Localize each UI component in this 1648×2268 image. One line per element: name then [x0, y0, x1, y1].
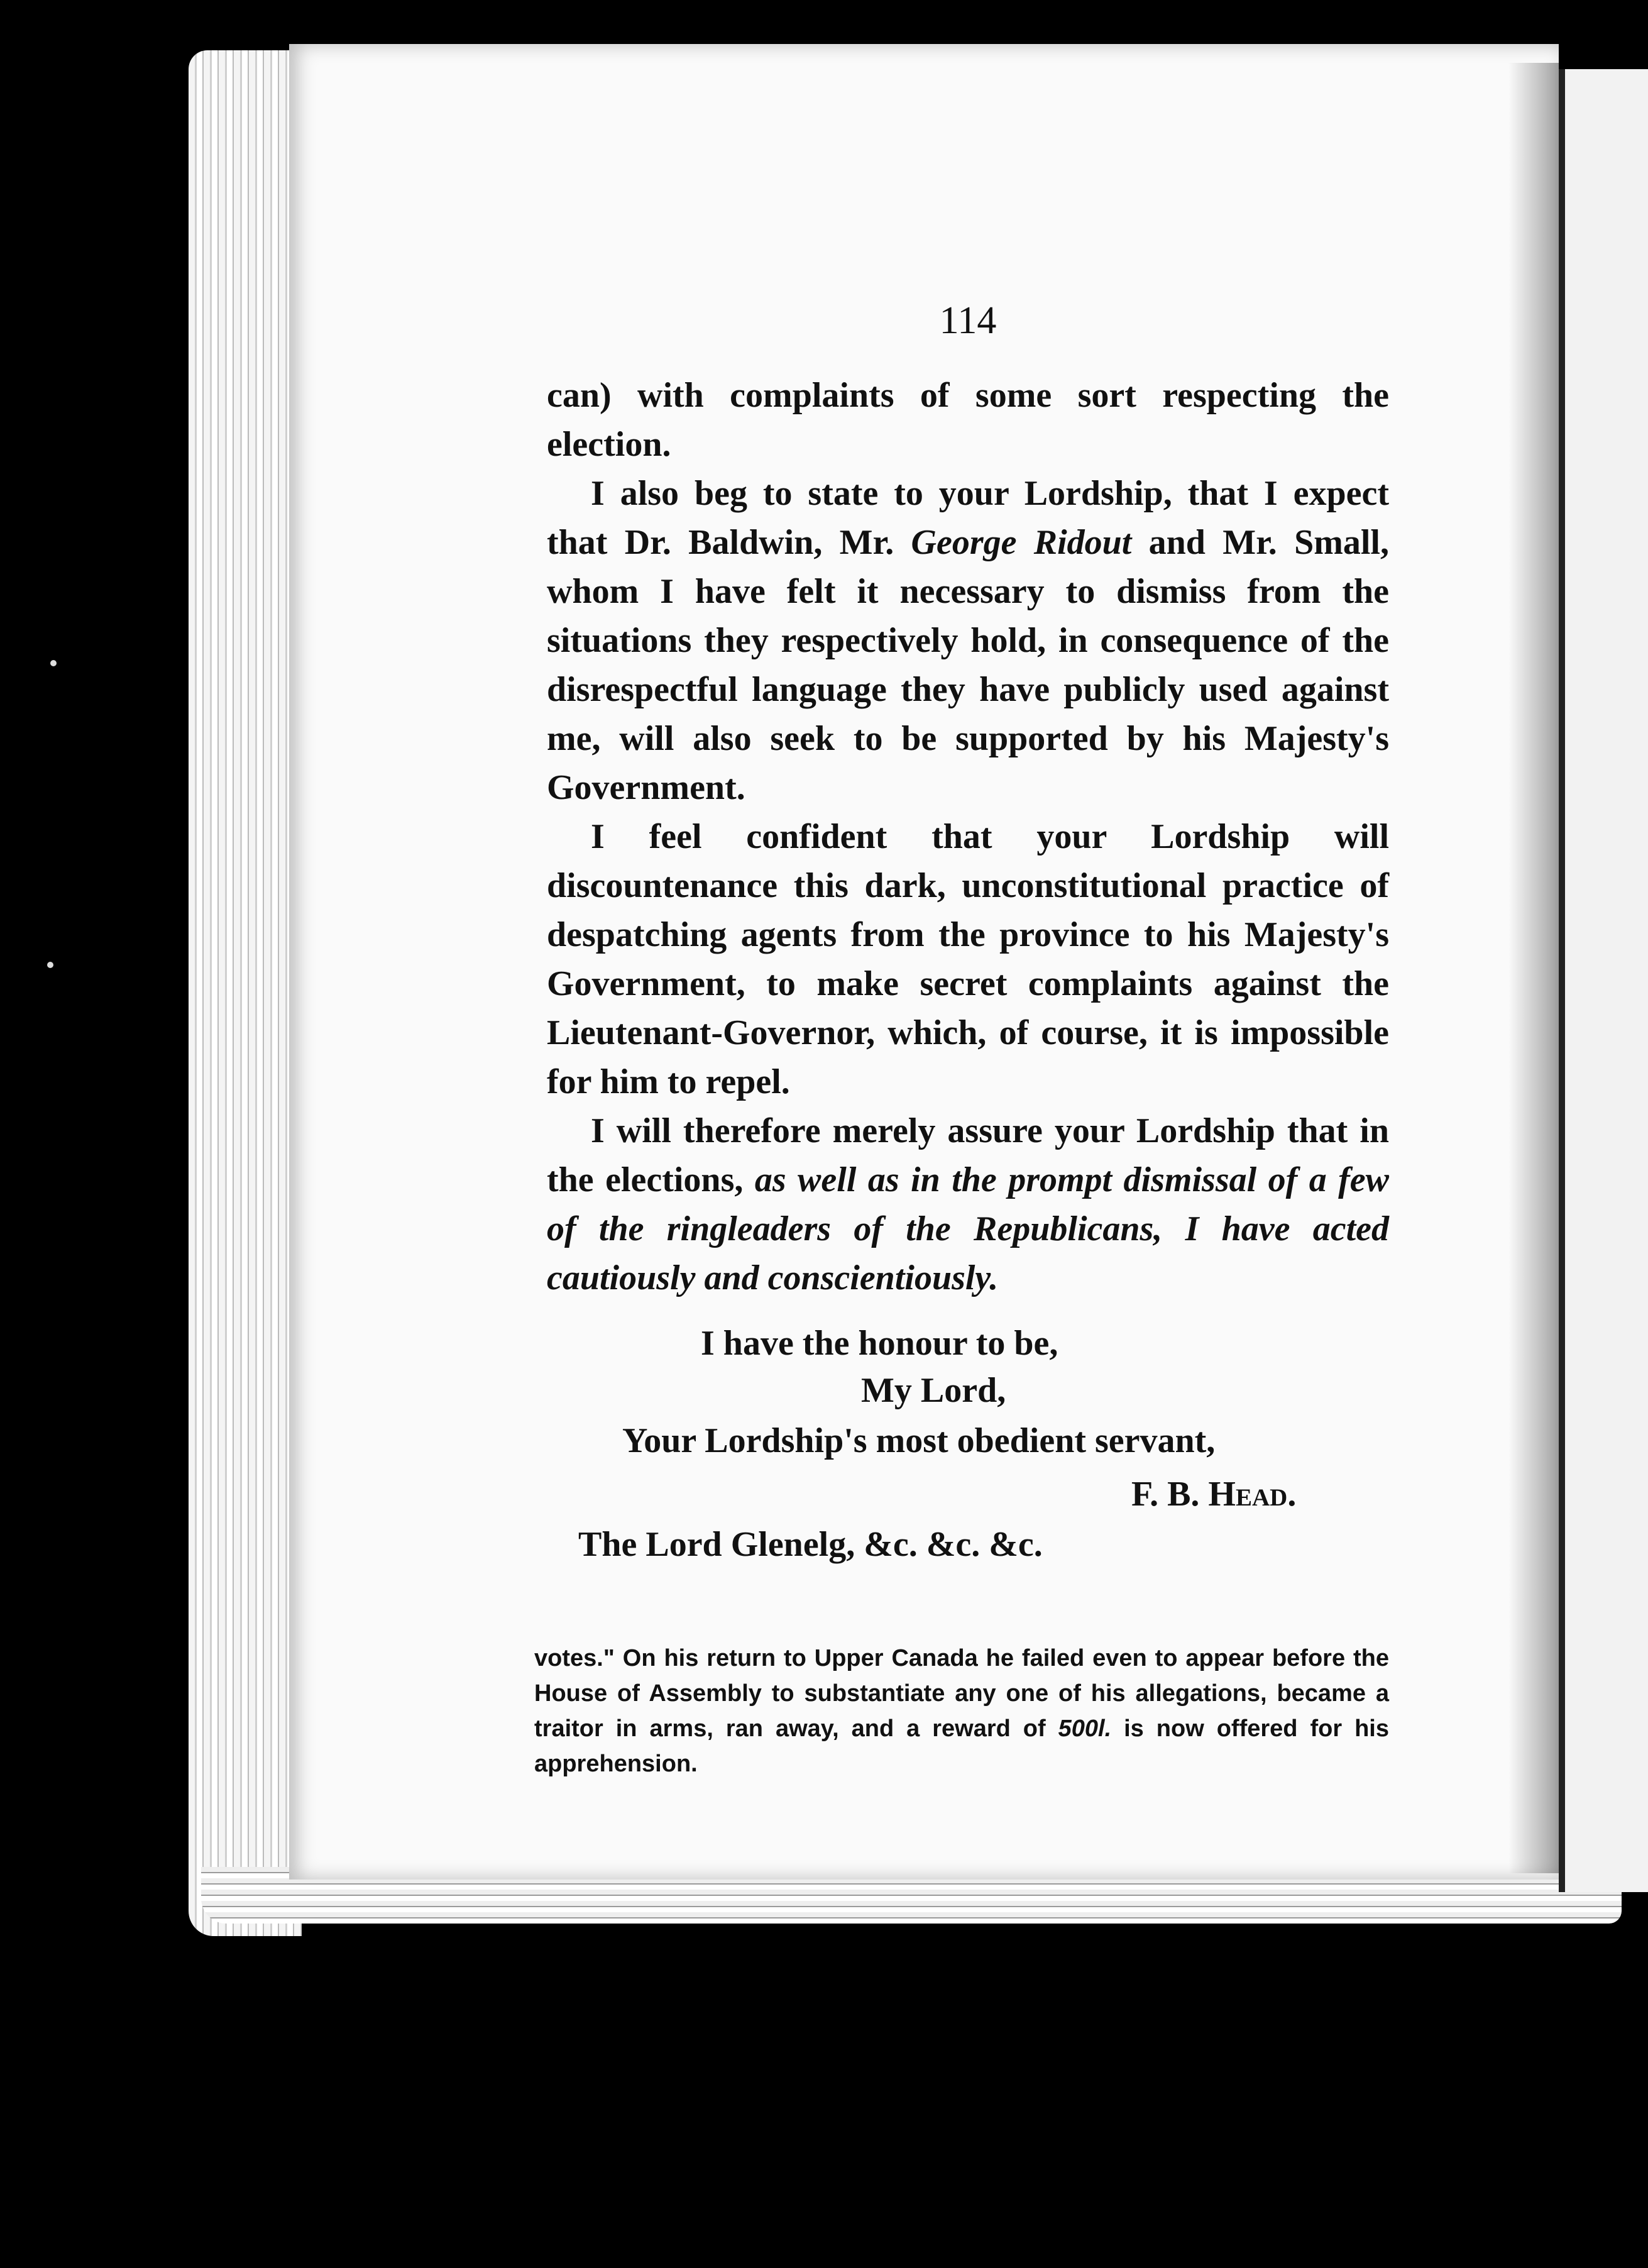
paragraph-2-italic-name: George Ridout — [911, 523, 1132, 562]
footnote-text-after: is now offered for his apprehension. — [534, 1715, 1389, 1777]
closing-honour-line: I have the honour to be, — [701, 1324, 1058, 1363]
paragraph-2 — [547, 469, 1389, 812]
signature: F. B. Head. — [1131, 1475, 1297, 1514]
footnote — [534, 1641, 1389, 1781]
scan-speck — [50, 660, 57, 666]
paragraph-4-text-before: I will therefore merely assure your Lordship that in the elections, — [547, 1111, 1389, 1199]
paragraph-2-text-before: I also beg to state to your Lordship, that I expect that Dr. Baldwin, Mr. — [547, 474, 1389, 562]
closing-salutation: My Lord, — [861, 1371, 1006, 1410]
scan-speck — [47, 962, 53, 968]
footnote-italic-amount: 500l. — [1058, 1715, 1112, 1742]
closing-servant-line: Your Lordship's most obedient servant, — [622, 1421, 1216, 1460]
paragraph-2-text-after: and Mr. Small, whom I have felt it necessary to dismiss from the situations they respectively hold, in consequence of the disrespectful language they have publicly used against me, will also seek to be supported by his Majesty's Government. — [547, 523, 1389, 807]
paragraph-4-italic-emphasis: as well as in the prompt dismissal of a few of the ringleaders of the Republicans, I have acted cautiously and conscientiously. — [547, 1160, 1390, 1297]
paragraph-4 — [547, 1106, 1389, 1302]
paragraph-3: I feel confident that your Lordship will discountenance this dark, unconstitutional practice of despatching agents from the province to his Majesty's Government, to make secret complaints against the Lieutenant-Governor, which, of course, it is impossible for him to repel. — [547, 817, 1389, 1101]
paragraph-1: can) with complaints of some sort respecting the election. — [547, 376, 1389, 464]
addressee: The Lord Glenelg, &c. &c. &c. — [578, 1525, 1043, 1564]
body-text — [547, 371, 1389, 1302]
footnote-text-before: votes." On his return to Upper Canada he failed even to appear before the House of Assembly to substantiate any one of his allegations, became a traitor in arms, ran away, and a reward of — [534, 1645, 1389, 1742]
page-number: 114 — [939, 299, 997, 342]
